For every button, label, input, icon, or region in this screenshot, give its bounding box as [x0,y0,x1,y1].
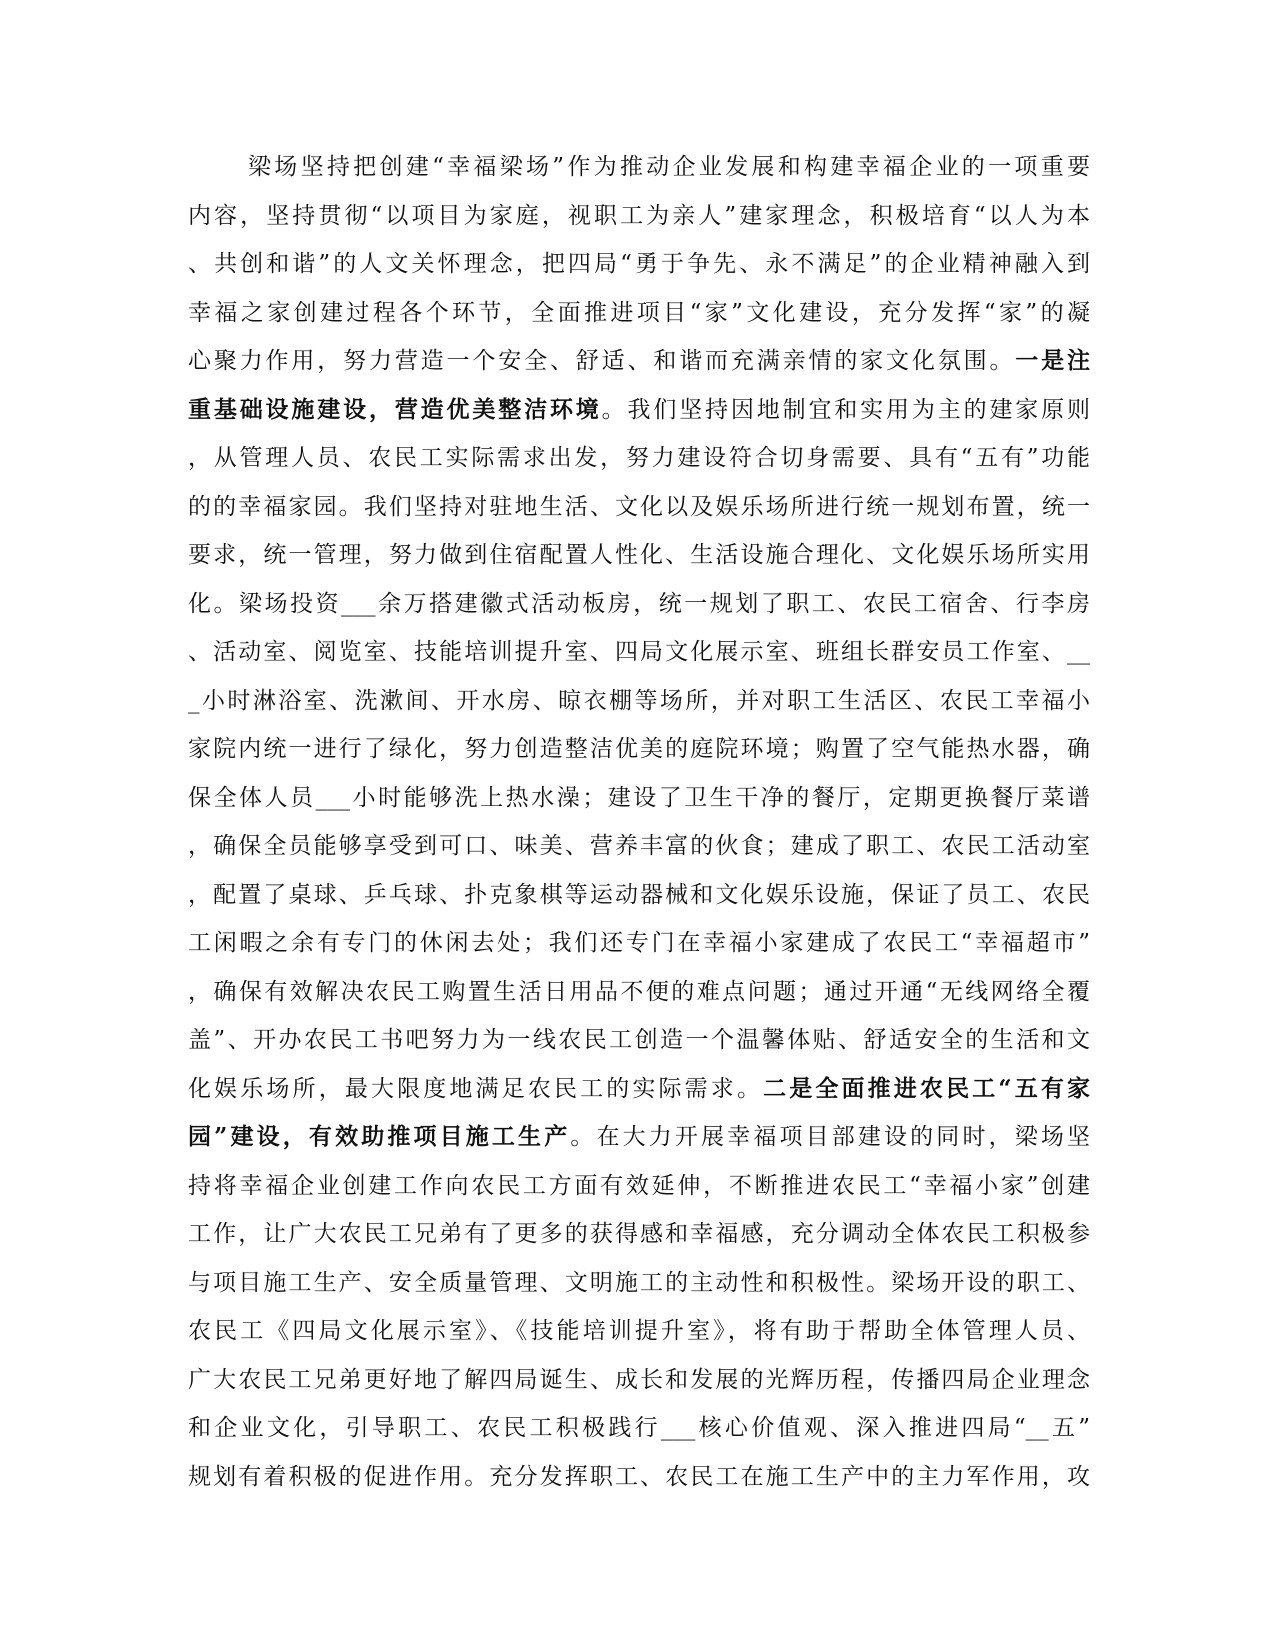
text-line [188,871,1090,920]
text-line [188,580,1090,629]
text-run: 、活动室、阅览室、技能培训提升室、四局文化展示室、班组长群安员工作室、__ [188,639,1090,665]
text-run: 的的幸福家园。我们坚持对驻地生活、文化以及娱乐场所进行统一规划布置，统一 [188,493,1090,520]
text-line [188,1356,1090,1405]
text-line [188,628,1090,677]
text-line [188,1453,1090,1502]
bold-text-run: 园”建设，有效助推项目施工生产 [188,1123,571,1150]
text-run: 内容，坚持贯彻“以项目为家庭，视职工为亲人”建家理念，积极培育“以人为本 [188,202,1090,229]
text-run: ，确保有效解决农民工购置生活日用品不便的难点问题；通过开通“无线网络全覆 [188,978,1090,1005]
text-line [188,1210,1090,1259]
text-line [188,968,1090,1017]
text-line [188,774,1090,823]
text-line [188,919,1090,968]
text-run: 梁场坚持把创建“幸福梁场”作为推动企业发展和构建幸福企业的一项重要 [248,154,1090,180]
text-line [188,483,1090,532]
text-run: 农民工《四局文化展示室》、《技能培训提升室》，将有助于帮助全体管理人员、 [188,1318,1090,1344]
text-run: 保全体人员___小时能够洗上热水澡；建设了卫生干净的餐厅，定期更换餐厅菜谱 [188,784,1090,811]
text-run: ，从管理人员、农民工实际需求出发，努力建设符合切身需要、具有“五有”功能 [188,445,1090,471]
text-run: 工闲暇之余有专门的休闲去处；我们还专门在幸福小家建成了农民工“幸福超市” [188,930,1090,956]
text-run: 持将幸福企业创建工作向农民工方面有效延伸，不断推进农民工“幸福小家”创建 [188,1172,1090,1199]
text-run: 工作，让广大农民工兄弟有了更多的获得感和幸福感，充分调动全体农民工积极参 [188,1221,1090,1247]
text-run: 幸福之家创建过程各个环节，全面推进项目“家”文化建设，充分发挥“家”的凝 [188,299,1090,326]
text-line [188,1307,1090,1356]
text-line [188,143,1090,192]
text-line [188,677,1090,726]
text-line [188,1404,1090,1453]
text-run: 、共创和谐”的人文关怀理念，把四局“勇于争先、永不满足”的企业精神融入到 [188,251,1090,277]
text-run: 。在大力开展幸福项目部建设的同时，梁场坚 [570,1124,1091,1150]
text-line [188,531,1090,580]
text-run: 化娱乐场所，最大限度地满足农民工的实际需求。 [188,1075,764,1102]
text-line [188,337,1090,386]
text-run: _小时淋浴室、洗漱间、开水房、晾衣棚等场所，并对职工生活区、农民工幸福小 [188,687,1090,714]
text-run: 广大农民工兄弟更好地了解四局诞生、成长和发展的光辉历程，传播四局企业理念 [188,1366,1090,1393]
text-run: 家院内统一进行了绿化，努力创造整洁优美的庭院环境；购置了空气能热水器，确 [188,736,1090,762]
bold-text-run: 二是全面推进农民工“五有家 [763,1074,1091,1102]
text-run: 。我们坚持因地制宜和实用为主的建家原则 [601,396,1091,423]
text-run: 盖”、开办农民工书吧努力为一线农民工创造一个温馨体贴、舒适安全的生活和文 [188,1027,1090,1053]
text-run: ，配置了桌球、乒乓球、扑克象棋等运动器械和文化娱乐设施，保证了员工、农民 [188,881,1090,908]
text-line [188,1113,1090,1162]
text-run: 和企业文化，引导职工、农民工积极践行___核心价值观、深入推进四局“__五” [188,1415,1090,1441]
text-line [188,1016,1090,1065]
text-run: 心聚力作用，努力营造一个安全、舒适、和谐而充满亲情的家文化氛围。 [188,348,1016,374]
text-line [188,1259,1090,1308]
text-line [188,289,1090,338]
bold-text-run: 一是注 [1015,347,1091,374]
text-run: 化。梁场投资___余万搭建徽式活动板房，统一规划了职工、农民工宿舍、行李房 [188,590,1090,617]
bold-text-run: 重基础设施建设，营造优美整洁环境 [188,395,602,423]
text-line [188,822,1090,871]
text-run: ，确保全员能够享受到可口、味美、营养丰富的伙食；建成了职工、农民工活动室 [188,833,1090,859]
text-line [188,386,1090,435]
text-run: 要求，统一管理，努力做到住宿配置人性化、生活设施合理化、文化娱乐场所实用 [188,542,1090,568]
text-run: 与项目施工生产、安全质量管理、文明施工的主动性和积极性。梁场开设的职工、 [188,1269,1090,1296]
body-paragraph [188,143,1090,1501]
text-line [188,434,1090,483]
text-line [188,725,1090,774]
text-line [188,240,1090,289]
text-run: 规划有着积极的促进作用。充分发挥职工、农民工在施工生产中的主力军作用，攻 [188,1463,1090,1490]
text-line [188,1162,1090,1211]
text-line [188,1065,1090,1114]
text-line [188,192,1090,241]
